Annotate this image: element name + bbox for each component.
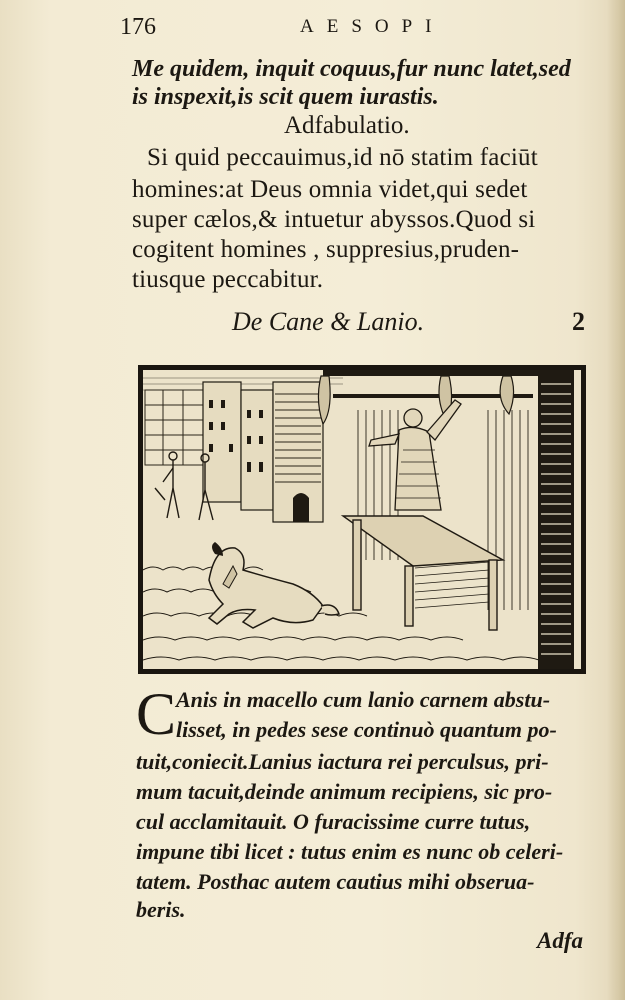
running-head bbox=[120, 14, 590, 44]
running-title: AESOPI bbox=[300, 16, 445, 37]
chapter-number: 2 bbox=[572, 307, 585, 336]
fable-line-3: tuit,coniecit.Lanius iactura rei perculsus, pri- bbox=[136, 749, 549, 774]
page-gutter bbox=[607, 0, 625, 1000]
fable-line-5: cul acclamitauit. O furacissime curre tutus, bbox=[136, 809, 531, 834]
fable-line-8: beris. bbox=[136, 897, 186, 922]
moral-line-4: cogitent homines , suppresius,pruden- bbox=[132, 236, 520, 263]
chapter-title: De Cane & Lanio. bbox=[232, 307, 425, 336]
adfabulatio-heading: Adfabulatio. bbox=[284, 112, 410, 139]
page-number: 176 bbox=[120, 14, 156, 40]
fable-line-1: Anis in macello cum lanio carnem abstu- bbox=[176, 687, 551, 712]
prev-fable-line-2: is inspexit,is scit quem iurastis. bbox=[132, 84, 439, 110]
woodcut-drawing bbox=[143, 370, 581, 669]
catchword: Adfa bbox=[537, 928, 583, 953]
fable-line-4: mum tacuit,deinde animum recipiens, sic pro- bbox=[136, 779, 553, 804]
chapter-heading bbox=[232, 307, 592, 341]
drop-cap: C bbox=[136, 681, 177, 747]
prev-fable-line-1: Me quidem, inquit coquus,fur nunc latet,sed bbox=[132, 56, 571, 82]
moral-line-1: Si quid peccauimus,id nō statim faciūt bbox=[147, 144, 538, 171]
woodcut-illustration bbox=[138, 365, 586, 674]
fable-line-6: impune tibi licet : tutus enim es nunc ob celeri- bbox=[136, 839, 564, 864]
moral-line-3: super cælos,& intuetur abyssos.Quod si bbox=[132, 206, 536, 233]
moral-line-2: homines:at Deus omnia videt,qui sedet bbox=[132, 176, 528, 203]
fable-line-2: lisset, in pedes sese continuò quantum po- bbox=[176, 717, 557, 742]
moral-line-5: tiusque peccabitur. bbox=[132, 266, 324, 293]
fable-line-7: tatem. Posthac autem cautius mihi obserua- bbox=[136, 869, 535, 894]
